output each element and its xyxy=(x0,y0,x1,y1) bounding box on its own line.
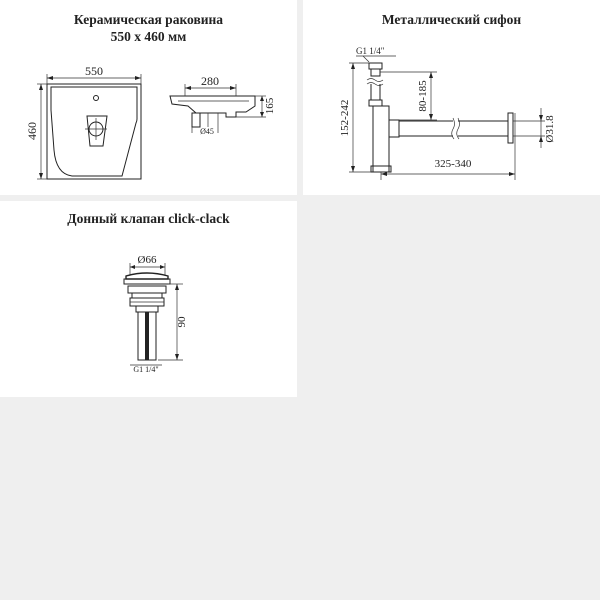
basin-depth-label: 460 xyxy=(25,122,39,140)
valve-title: Донный клапан click-clack xyxy=(67,211,230,226)
basin-width-label: 550 xyxy=(85,64,103,78)
basin-drawing xyxy=(0,0,297,195)
siphon-thread-label: G1 1/4" xyxy=(356,46,385,56)
basin-side-width-label: 280 xyxy=(201,74,219,88)
siphon-upper-height-label: 80-185 xyxy=(417,80,429,112)
siphon-diameter-label: Ø31.8 xyxy=(544,115,556,143)
siphon-drawing xyxy=(303,0,600,195)
basin-top-view xyxy=(25,64,141,179)
siphon-length-label: 325-340 xyxy=(434,158,472,170)
valve-panel xyxy=(0,201,297,397)
basin-size: 550 x 460 мм xyxy=(110,29,187,44)
siphon-title: Металлический сифон xyxy=(381,12,522,27)
valve-thread-label: G1 1/4" xyxy=(133,365,159,374)
basin-height-label: 165 xyxy=(264,97,276,115)
siphon-total-height-label: 152-242 xyxy=(339,99,351,137)
valve-diameter-label: Ø66 xyxy=(137,254,157,266)
valve-height-label: 90 xyxy=(176,316,188,328)
basin-drain-label: Ø45 xyxy=(200,127,214,136)
basin-side-view xyxy=(170,74,276,136)
valve-drawing xyxy=(0,201,297,397)
basin-panel xyxy=(0,0,297,195)
basin-title: Керамическая раковина xyxy=(73,12,224,27)
siphon-panel xyxy=(303,0,600,195)
